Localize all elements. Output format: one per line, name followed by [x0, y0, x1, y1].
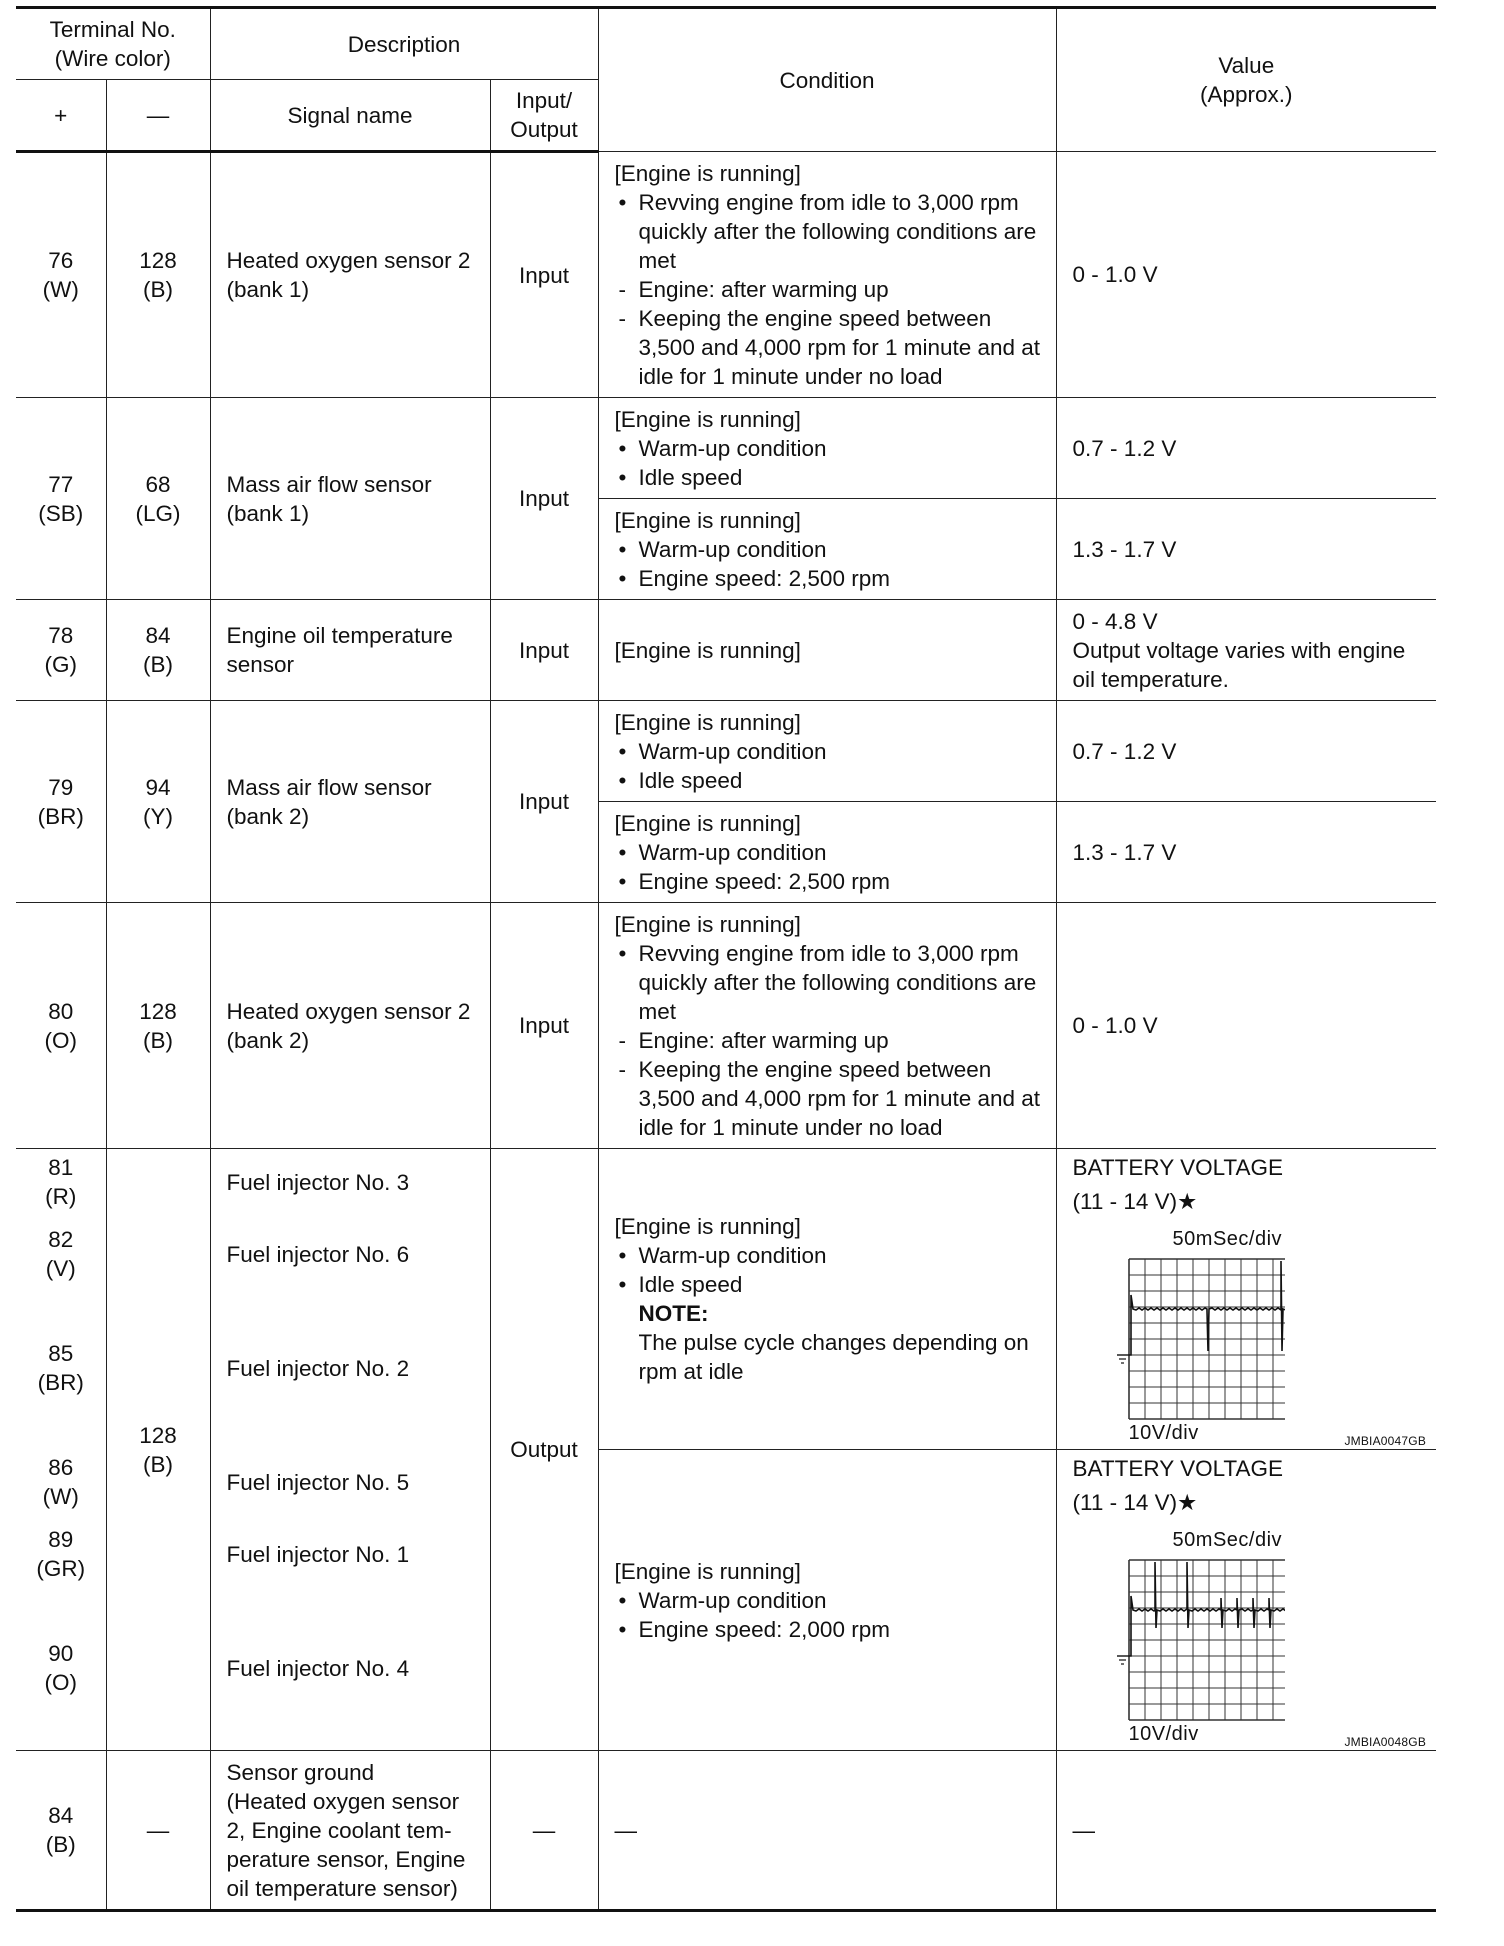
value: 0.7 - 1.2 V: [1056, 398, 1436, 499]
injector-terminal: 86 (W): [42, 1455, 79, 1509]
condition: [Engine is running] • Revving engine from idle to 3,000 rpm quickly after the following conditions are met - Engine: after warming up - Keeping the engine speed between 3,500 and 4,000 rpm for 1 minute and at idle for 1 minute under no load: [598, 152, 1056, 398]
input-output: Input: [490, 152, 598, 398]
scope-grid: [1129, 1560, 1285, 1720]
input-output: Input: [490, 701, 598, 903]
volt-div-label: 10V/div: [1128, 1422, 1199, 1444]
voltage-range: (11 - 14 V)★: [1072, 1490, 1198, 1515]
time-div-label: 50mSec/div: [1172, 1529, 1283, 1551]
input-output: Input: [490, 903, 598, 1149]
time-div-label: 50mSec/div: [1172, 1228, 1283, 1250]
input-output: —: [490, 1751, 598, 1911]
terminal-minus: 84 (B): [106, 600, 210, 701]
terminal-minus: 68 (LG): [106, 398, 210, 600]
injector-terminal: 90 (O): [44, 1641, 77, 1695]
condition: [Engine is running] • Warm-up condition • Idle speed: [598, 701, 1056, 802]
condition: [Engine is running] • Warm-up condition • Idle speed: [598, 398, 1056, 499]
terminal-plus: 80 (O): [16, 903, 106, 1149]
header-description: Description: [210, 8, 598, 80]
table-row: [16, 152, 1436, 398]
condition: [Engine is running] • Revving engine from idle to 3,000 rpm quickly after the following conditions are met - Engine: after warming up - Keeping the engine speed between 3,500 and 4,000 rpm for 1 minute and at idle for 1 minute under no load: [598, 903, 1056, 1149]
terminal-plus: 84 (B): [16, 1751, 106, 1911]
terminal-plus: 76 (W): [16, 152, 106, 398]
injector-terminal: 82 (V): [45, 1227, 76, 1281]
value: 1.3 - 1.7 V: [1056, 499, 1436, 600]
signal-name: Mass air flow sensor (bank 1): [210, 398, 490, 600]
condition: [Engine is running] • Warm-up condition • Engine speed: 2,500 rpm: [598, 802, 1056, 903]
battery-voltage-label: BATTERY VOLTAGE: [1072, 1155, 1284, 1180]
input-output: Output: [490, 1149, 598, 1751]
injector-name: Fuel injector No. 6: [226, 1242, 410, 1267]
header-input-output: Input/ Output: [490, 80, 598, 152]
header-terminal-no: Terminal No. (Wire color): [16, 8, 210, 80]
condition: [Engine is running] • Warm-up condition • Idle speed NOTE: The pulse cycle changes depending on rpm at idle: [598, 1149, 1056, 1450]
value: 0.7 - 1.2 V: [1056, 701, 1436, 802]
terminal-plus: 78 (G): [16, 600, 106, 701]
condition: [Engine is running] • Warm-up condition • Engine speed: 2,500 rpm: [598, 499, 1056, 600]
injector-name: Fuel injector No. 1: [226, 1542, 410, 1567]
table-row: [16, 1751, 1436, 1911]
oscilloscope-waveform-2000rpm: [1115, 1554, 1285, 1724]
injector-name: Fuel injector No. 4: [226, 1656, 410, 1681]
table-row: [16, 903, 1436, 1149]
terminal-plus: 79 (BR): [16, 701, 106, 903]
note-label: NOTE:: [638, 1301, 709, 1326]
signal-name: [210, 1149, 490, 1751]
signal-name: Sensor ground (Heated oxygen sensor 2, Engine coolant tem- perature sensor, Engine oil temperature sensor): [210, 1751, 490, 1911]
condition: [Engine is running]: [598, 600, 1056, 701]
battery-voltage-label: BATTERY VOLTAGE: [1072, 1456, 1284, 1481]
table-row: [16, 398, 1436, 499]
value-waveform: [1056, 1149, 1436, 1450]
terminal-minus: 128 (B): [106, 1149, 210, 1751]
injector-name: Fuel injector No. 2: [226, 1356, 410, 1381]
input-output: Input: [490, 600, 598, 701]
value: 0 - 1.0 V: [1056, 152, 1436, 398]
injector-name: Fuel injector No. 3: [226, 1170, 410, 1195]
terminal-minus: —: [106, 1751, 210, 1911]
header-plus: +: [16, 80, 106, 152]
signal-name: Engine oil temperature sensor: [210, 600, 490, 701]
signal-name: Mass air flow sensor (bank 2): [210, 701, 490, 903]
ground-icon: [1117, 1355, 1129, 1363]
value: —: [1056, 1751, 1436, 1911]
condition: —: [598, 1751, 1056, 1911]
figure-code: JMBIA0048GB: [1344, 1735, 1427, 1749]
header-row-1: [16, 8, 1436, 80]
condition: [Engine is running] • Warm-up condition • Engine speed: 2,000 rpm: [598, 1450, 1056, 1751]
header-minus: —: [106, 80, 210, 152]
signal-name: Heated oxygen sensor 2 (bank 2): [210, 903, 490, 1149]
terminal-minus: 128 (B): [106, 903, 210, 1149]
header-signal-name: Signal name: [210, 80, 490, 152]
table-row: [16, 1149, 1436, 1450]
input-output: Input: [490, 398, 598, 600]
oscilloscope-waveform-idle: [1115, 1253, 1285, 1423]
ground-icon: [1117, 1656, 1129, 1664]
signal-name: Heated oxygen sensor 2 (bank 1): [210, 152, 490, 398]
injector-terminal: 81 (R): [45, 1155, 77, 1209]
terminal-plus: 77 (SB): [16, 398, 106, 600]
injector-terminal: 85 (BR): [37, 1341, 84, 1395]
value: 0 - 1.0 V: [1056, 903, 1436, 1149]
header-condition: Condition: [598, 8, 1056, 152]
table-row: [16, 600, 1436, 701]
figure-code: JMBIA0047GB: [1344, 1434, 1427, 1448]
table-row: [16, 701, 1436, 802]
voltage-range: (11 - 14 V)★: [1072, 1189, 1198, 1214]
terminal-minus: 128 (B): [106, 152, 210, 398]
terminal-minus: 94 (Y): [106, 701, 210, 903]
header-value: Value (Approx.): [1056, 8, 1436, 152]
injector-name: Fuel injector No. 5: [226, 1470, 410, 1495]
value-waveform: [1056, 1450, 1436, 1751]
terminal-spec-table: [16, 6, 1436, 1912]
volt-div-label: 10V/div: [1128, 1723, 1199, 1745]
terminal-plus: [16, 1149, 106, 1751]
value: 0 - 4.8 V Output voltage varies with engine oil temperature.: [1056, 600, 1436, 701]
injector-terminal: 89 (GR): [36, 1527, 86, 1581]
value: 1.3 - 1.7 V: [1056, 802, 1436, 903]
